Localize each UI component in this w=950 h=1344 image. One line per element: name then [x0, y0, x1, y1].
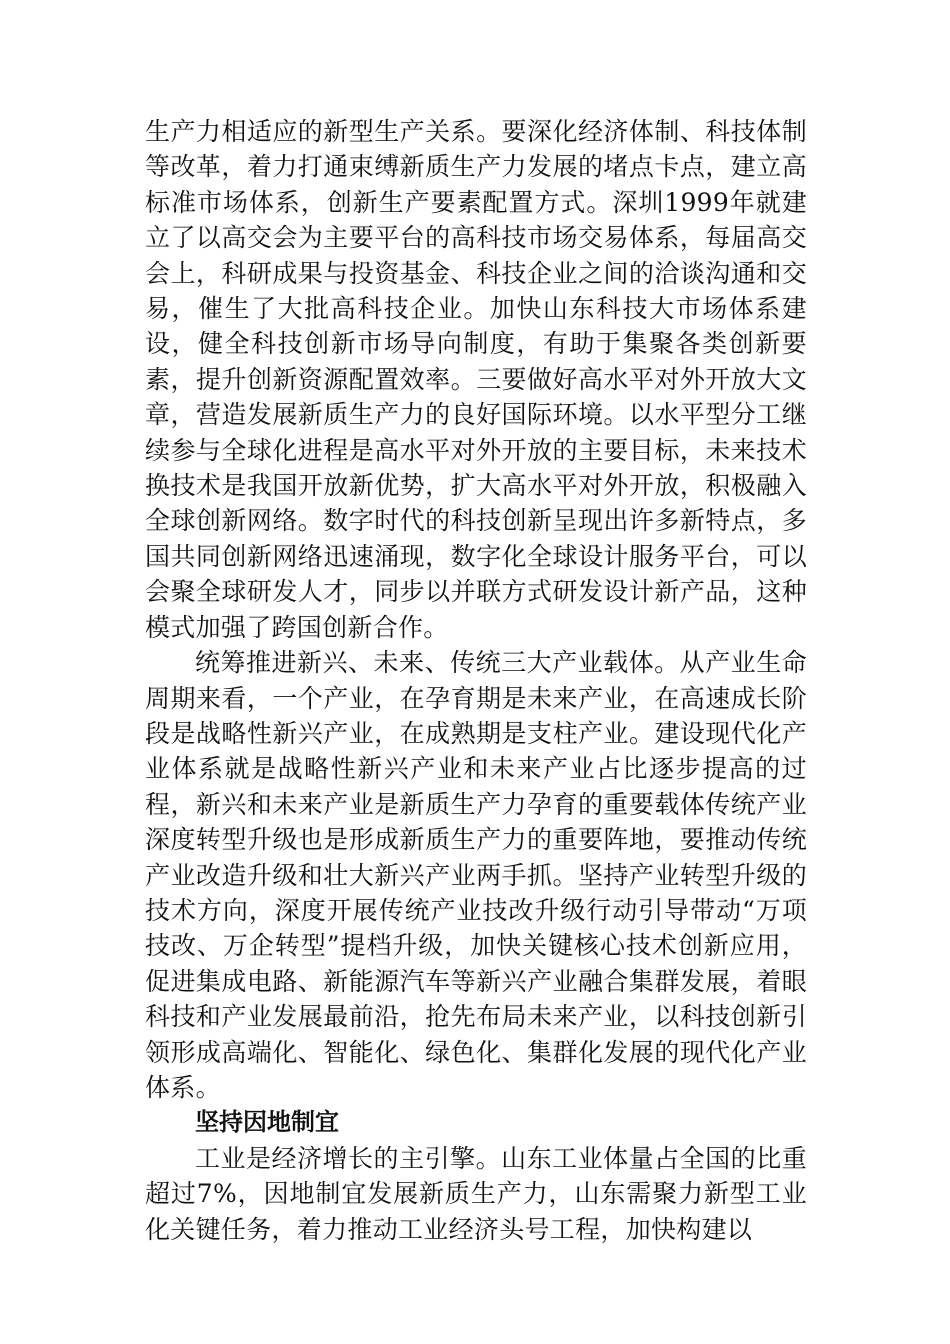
- paragraph-industry-carriers: 统筹推进新兴、未来、传统三大产业载体。从产业生命周期来看，一个产业，在孕育期是未来产业，在高速成长阶段是战略性新兴产业，在成熟期是支柱产业。建设现代化产业体系就是战略性新兴产业和未来产业占比逐步提高的过程，新兴和未来产业是新质生产力孕育的重要载体传统产业深度转型升级也是形成新质生产力的重要阵地，要推动传统产业改造升级和壮大新兴产业两手抓。坚持产业转型升级的技术方向，深度开展传统产业技改升级行动引导带动“万项技改、万企转型”提档升级，加快关键核心技术创新应用，促进集成电路、新能源汽车等新兴产业融合集群发展，着眼科技和产业发展最前沿，抢先布局未来产业，以科技创新引领形成高端化、智能化、绿色化、集群化发展的现代化产业体系。: [145, 648, 807, 1102]
- paragraph-continued: 生产力相适应的新型生产关系。要深化经济体制、科技体制等改革，着力打通束缚新质生产力发展的堵点卡点，建立高标准市场体系，创新生产要素配置方式。深圳1999年就建立了以高交会为主要平台的高科技市场交易体系，每届高交会上，科研成果与投资基金、科技企业之间的洽谈沟通和交易，催生了大批高科技企业。加快山东科技大市场体系建设，健全科技创新市场导向制度，有助于集聚各类创新要素，提升创新资源配置效率。三要做好高水平对外开放大文章，营造发展新质生产力的良好国际环境。以水平型分工继续参与全球化进程是高水平对外开放的主要目标，未来技术换技术是我国开放新优势，扩大高水平对外开放，积极融入全球创新网络。数字时代的科技创新呈现出许多新特点，多国共同创新网络迅速涌现，数字化全球设计服务平台，可以会聚全球研发人才，同步以并联方式研发设计新产品，这种模式加强了跨国创新合作。: [145, 117, 807, 642]
- paragraph-industry-engine: 工业是经济增长的主引擎。山东工业体量占全国的比重超过7%，因地制宜发展新质生产力，山东需聚力新型工业化关键任务，着力推动工业经济头号工程，加快构建以: [145, 1143, 807, 1244]
- document-body: [145, 114, 807, 1247]
- section-heading: 坚持因地制宜: [195, 1108, 339, 1137]
